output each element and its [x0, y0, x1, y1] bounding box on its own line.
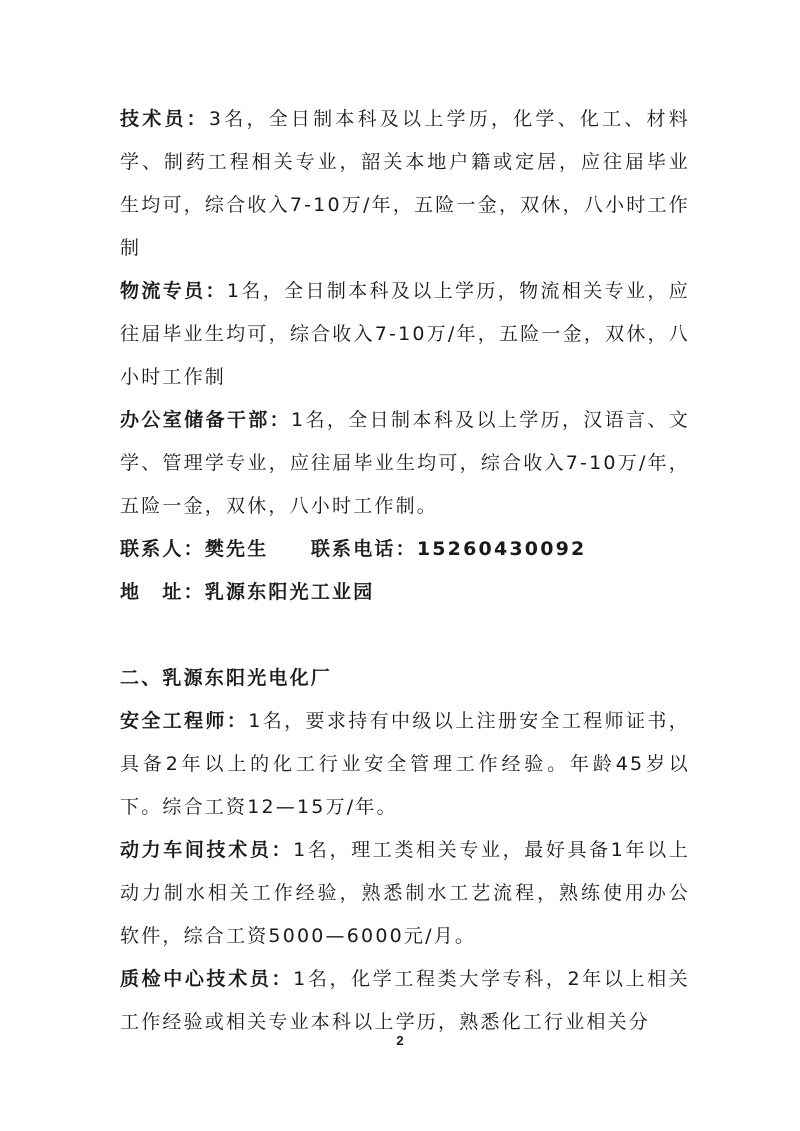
- job-listing: [120, 958, 690, 1044]
- job-listing: [120, 700, 690, 829]
- job-title: 质检中心技术员：: [120, 968, 294, 990]
- job-description: 1名，要求持有中级以上注册安全工程师证书，具备2年以上的化工行业安全管理工作经验。年龄45岁以下。综合工资12—15万/年。: [120, 710, 691, 818]
- contact-line: [120, 528, 690, 571]
- page-body: [120, 98, 690, 1044]
- contact-name: 樊先生: [204, 538, 269, 560]
- job-title: 办公室储备干部：: [120, 409, 291, 431]
- job-title: 技术员：: [120, 108, 209, 130]
- job-description: 1名，全日制本科及以上学历，汉语言、文学、管理学专业，应往届毕业生均可，综合收入7-10万/年，五险一金，双休，八小时工作制。: [120, 409, 691, 517]
- job-title: 安全工程师：: [120, 710, 249, 732]
- job-listing: [120, 829, 690, 958]
- job-title: 物流专员：: [120, 280, 227, 302]
- job-listing: [120, 270, 690, 399]
- phone-number: 15260430092: [416, 538, 587, 560]
- job-description: 1名，全日制本科及以上学历，物流相关专业，应往届毕业生均可，综合收入7-10万/年，五险一金，双休，八小时工作制: [120, 280, 690, 388]
- job-listing: [120, 98, 690, 270]
- address-label: 地 址：: [120, 581, 205, 603]
- section-heading: 二、乳源东阳光电化厂: [120, 667, 333, 689]
- page-number: 2: [396, 1033, 404, 1048]
- address-value: 乳源东阳光工业园: [204, 581, 375, 603]
- contact-label: 联系人：: [120, 538, 205, 560]
- section-spacer: [120, 614, 690, 657]
- job-listing: [120, 399, 690, 528]
- phone-label: 联系电话：: [310, 538, 417, 560]
- job-description: 3名，全日制本科及以上学历，化学、化工、材料学、制药工程相关专业，韶关本地户籍或定居，应往届毕业生均可，综合收入7-10万/年，五险一金，双休，八小时工作制: [120, 108, 690, 259]
- job-description: 1名，理工类相关专业，最好具备1年以上动力制水相关工作经验，熟悉制水工艺流程，熟练使用办公软件，综合工资5000—6000元/月。: [120, 839, 690, 947]
- job-description: 1名，化学工程类大学专科，2年以上相关工作经验或相关专业本科以上学历，熟悉化工行业相关分: [120, 968, 690, 1033]
- address-line: [120, 571, 690, 614]
- job-title: 动力车间技术员：: [120, 839, 294, 861]
